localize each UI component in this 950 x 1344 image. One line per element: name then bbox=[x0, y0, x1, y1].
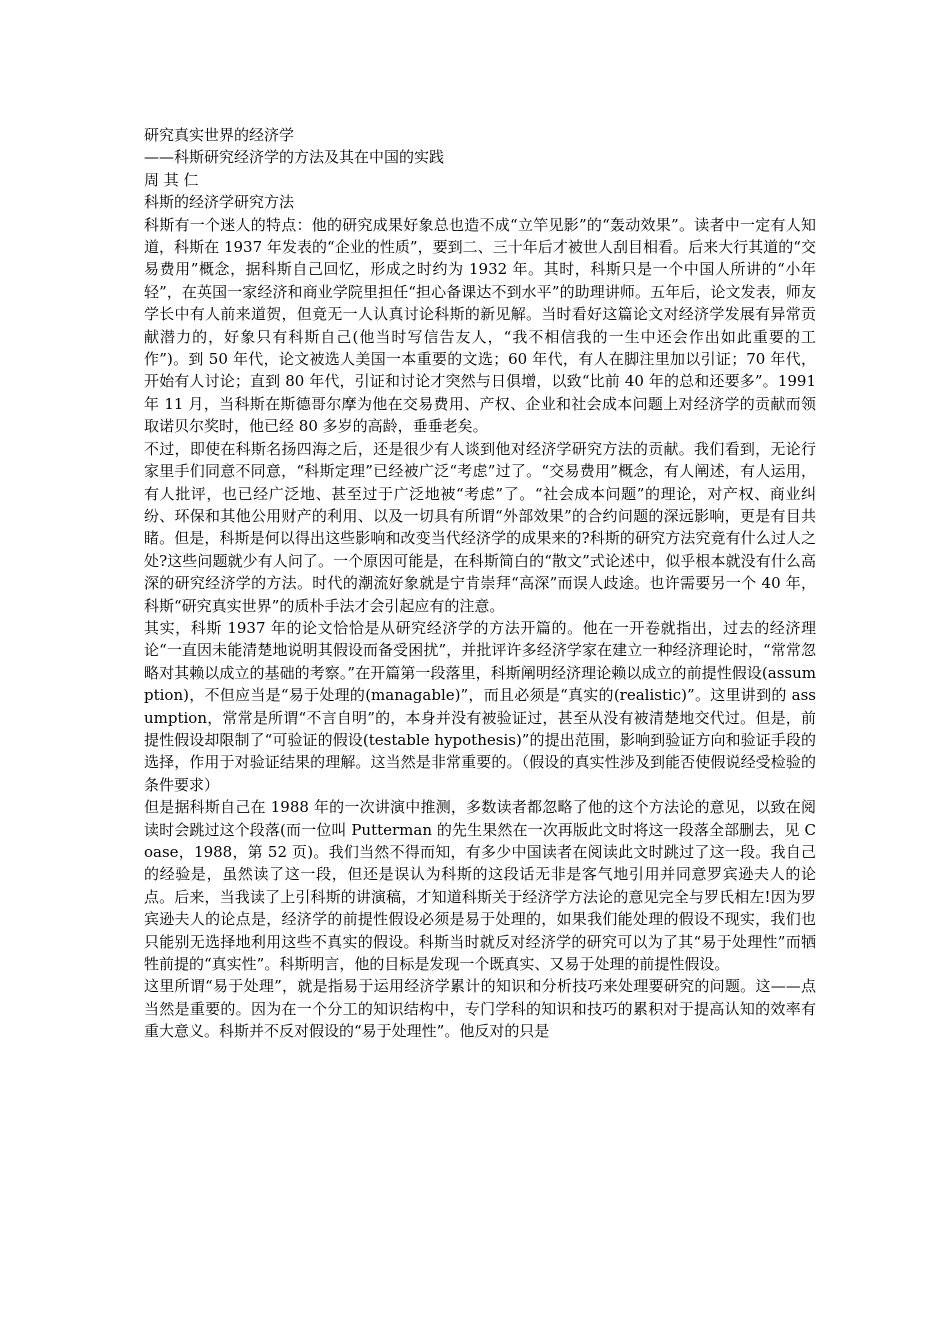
paragraph: 这里所谓“易于处理”，就是指易于运用经济学累计的知识和分析技巧来处理要研究的问题。这——点当然是重要的。因为在一个分工的知识结构中，专门学科的知识和技巧的累积对于提高认知的效率有重大意义。科斯并不反对假设的“易于处理性”。他反对的只是 bbox=[144, 977, 816, 1041]
section-heading: 科斯的经济学研究方法 bbox=[144, 193, 295, 212]
author-name: 周 其 仁 bbox=[144, 170, 199, 189]
paragraph: 但是据科斯自己在 1988 年的一次讲演中推测，多数读者都忽略了他的这个方法论的意见，以致在阅读时会跳过这个段落(而一位叫 Putterman 的先生果然在一次再版此文时将这一段落全部删去，见 Coase，1988，第 52 页)。我们当然不得而知，有多少中国读者在阅读此文时跳过了这一段。我自己的经验是，虽然读了这一段，但还是误认为科斯的这段话无非是客气地引用并同意罗宾逊夫人的论点。后来，当我读了上引科斯的讲演稿，才知道科斯关于经济学方法论的意见完全与罗氏相左!因为罗宾逊夫人的论点是，经济学的前提性假设必须是易于处理的，如果我们能处理的假设不现实，我们也只能别无选择地利用这些不真实的假设。科斯当时就反对经济学的研究可以为了其“易于处理性”而牺牲前提的“真实性”。科斯明言，他的目标是发现一个既真实、又易于处理的前提性假设。 bbox=[144, 798, 816, 974]
paragraph: 不过，即使在科斯名扬四海之后，还是很少有人谈到他对经济学研究方法的贡献。我们看到，无论行家里手们同意不同意，“科斯定理”已经被广泛“考虑”过了。“交易费用”概念，有人阐述，有人运用，有人批评，也已经广泛地、甚至过于广泛地被“考虑”了。“社会成本问题”的理论，对产权、商业纠纷、环保和其他公用财产的利用、以及一切具有所谓“外部效果”的合约问题的深远影响，更是有目共睹。但是，科斯是何以得出这些影响和改变当代经济学的成果来的?科斯的研究方法究竟有什么过人之处?这些问题就少有人问了。一个原因可能是，在科斯简白的“散文”式论述中，似乎根本就没有什么高深的研究经济学的方法。时代的潮流好象就是宁肯崇拜“高深”而误人歧途。也许需要另一个 40 年，科斯“研究真实世界”的质朴手法才会引起应有的注意。 bbox=[144, 439, 816, 615]
document-title: 研究真实世界的经济学 bbox=[144, 126, 295, 144]
paragraph: 其实，科斯 1937 年的论文恰恰是从研究经济学的方法开篇的。他在一开卷就指出，过去的经济理论“一直因未能清楚地说明其假设而备受困扰”，并批评许多经济学家在建立一种经济理论时，“常常忽略对其赖以成立的基础的考察。”在开篇第一段落里，科斯阐明经济理论赖以成立的前提性假设(assumption)，不但应当是“易于处理的(managable)”，而且必须是“真实的(realistic)”。这里讲到的 assumption，常常是所谓“不言自明”的，本身并没有被验证过，甚至从没有被清楚地交代过。但是，前提性假设却限制了“可验证的假设(testable hypothesis)”的提出范围，影响到验证方向和验证手段的选择，作用于对验证结果的理解。这当然是非常重要的。（假设的真实性涉及到能否使假说经受检验的条件要求） bbox=[144, 618, 816, 794]
document-subtitle: ——科斯研究经济学的方法及其在中国的实践 bbox=[144, 148, 445, 167]
document-page bbox=[144, 124, 816, 1043]
paragraph: 科斯有一个迷人的特点：他的研究成果好象总也造不成“立竿见影”的“轰动效果”。读者中一定有人知道，科斯在 1937 年发表的“企业的性质”，要到二、三十年后才被世人刮目相看。后来大行其道的“交易费用”概念，据科斯自己回忆，形成之时约为 1932 年。其时，科斯只是一个中国人所讲的“小年轻”，在英国一家经济和商业学院里担任“担心备课达不到水平”的助理讲师。五年后，论文发表，师友学长中有人前来道贺，但竟无一人认真讨论科斯的新见解。当时看好这篇论文对经济学发展有异常贡献潜力的，好象只有科斯自己(他当时写信告友人，“我不相信我的一生中还会作出如此重要的工作”)。到 50 年代，论文被选人美国一本重要的文选；60 年代，有人在脚注里加以引证；70 年代，开始有人讨论；直到 80 年代，引证和讨论才突然与日俱增，以致“比前 40 年的总和还要多”。1991 年 11 月，当科斯在斯德哥尔摩为他在交易费用、产权、企业和社会成本问题上对经济学的贡献而领取诺贝尔奖时，他已经 80 多岁的高龄，垂垂老矣。 bbox=[144, 215, 816, 436]
